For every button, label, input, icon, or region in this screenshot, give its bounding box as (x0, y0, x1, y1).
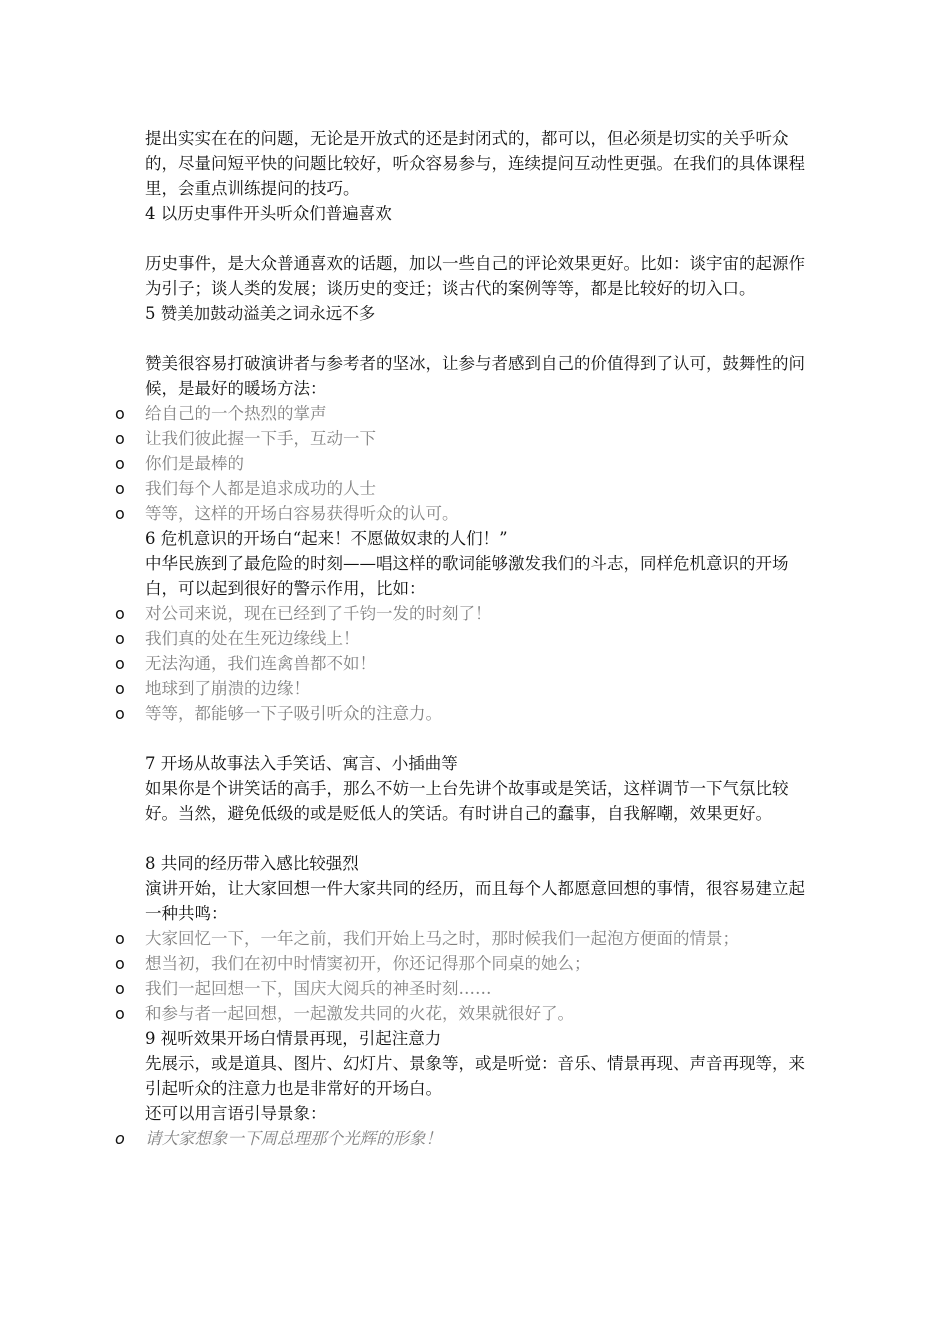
list-item: o 大家回忆一下，一年之前，我们开始上马之时，那时候我们一起泡方便面的情景； (145, 926, 810, 951)
list-item: o 你们是最棒的 (145, 451, 810, 476)
section-8-bullet-list (145, 926, 810, 1026)
list-item: o 想当初，我们在初中时情窦初开，你还记得那个同桌的她么； (145, 951, 810, 976)
section-6-heading: 6 危机意识的开场白“起来！不愿做奴隶的人们！” (145, 529, 508, 548)
section-6-paragraph: 中华民族到了最危险的时刻——唱这样的歌词能够激发我们的斗志，同样危机意识的开场白，可以起到很好的警示作用，比如： (145, 554, 789, 598)
spacer (145, 726, 810, 751)
section-9-paragraph-2: 还可以用言语引导景象： (145, 1104, 327, 1123)
list-item: o 无法沟通，我们连禽兽都不如！ (145, 651, 810, 676)
section-8-heading: 8 共同的经历带入感比较强烈 (145, 854, 359, 873)
section-7-paragraph: 如果你是个讲笑话的高手，那么不妨一上台先讲个故事或是笑话，这样调节一下气氛比较好。当然，避免低级的或是贬低人的笑话。有时讲自己的蠢事，自我解嘲，效果更好。 (145, 779, 789, 823)
section-8-paragraph: 演讲开始，让大家回想一件大家共同的经历，而且每个人都愿意回想的事情，很容易建立起一种共鸣： (145, 879, 805, 923)
list-item: o 和参与者一起回想，一起激发共同的火花，效果就很好了。 (145, 1001, 810, 1026)
section-7-heading: 7 开场从故事法入手笑话、寓言、小插曲等 (145, 754, 458, 773)
intro-paragraph: 提出实实在在的问题，无论是开放式的还是封闭式的，都可以，但必须是切实的关乎听众的，尽量问短平快的问题比较好，听众容易参与，连续提问互动性更强。在我们的具体课程里，会重点训练提问的技巧。 (145, 129, 805, 198)
list-item: o 我们真的处在生死边缘线上！ (145, 626, 810, 651)
section-9-heading: 9 视听效果开场白情景再现，引起注意力 (145, 1029, 442, 1048)
section-9-paragraph: 先展示，或是道具、图片、幻灯片、景象等，或是听觉：音乐、情景再现、声音再现等，来引起听众的注意力也是非常好的开场白。 (145, 1054, 805, 1098)
spacer (145, 826, 810, 851)
list-item: o 等等，都能够一下子吸引听众的注意力。 (145, 701, 810, 726)
list-item: o 请大家想象一下周总理那个光辉的形象！ (145, 1126, 810, 1151)
section-5-heading: 5 赞美加鼓动溢美之词永远不多 (145, 304, 376, 323)
list-item: o 让我们彼此握一下手，互动一下 (145, 426, 810, 451)
list-item: o 对公司来说，现在已经到了千钧一发的时刻了！ (145, 601, 810, 626)
section-9-bullet-list (145, 1126, 810, 1151)
section-4-paragraph: 历史事件，是大众普通喜欢的话题，加以一些自己的评论效果更好。比如：谈宇宙的起源作为引子；谈人类的发展；谈历史的变迁；谈古代的案例等等，都是比较好的切入口。 (145, 254, 805, 298)
section-4-heading: 4 以历史事件开头听众们普遍喜欢 (145, 204, 392, 223)
list-item: o 地球到了崩溃的边缘！ (145, 676, 810, 701)
spacer (145, 226, 810, 251)
section-5-bullet-list (145, 401, 810, 526)
spacer (145, 326, 810, 351)
list-item: o 我们一起回想一下，国庆大阅兵的神圣时刻…… (145, 976, 810, 1001)
section-6-bullet-list (145, 601, 810, 726)
document-body (145, 126, 810, 1151)
list-item: o 我们每个人都是追求成功的人士 (145, 476, 810, 501)
list-item: o 等等，这样的开场白容易获得听众的认可。 (145, 501, 810, 526)
section-5-paragraph: 赞美很容易打破演讲者与参考者的坚冰，让参与者感到自己的价值得到了认可，鼓舞性的问候，是最好的暖场方法： (145, 354, 805, 398)
list-item: o 给自己的一个热烈的掌声 (145, 401, 810, 426)
